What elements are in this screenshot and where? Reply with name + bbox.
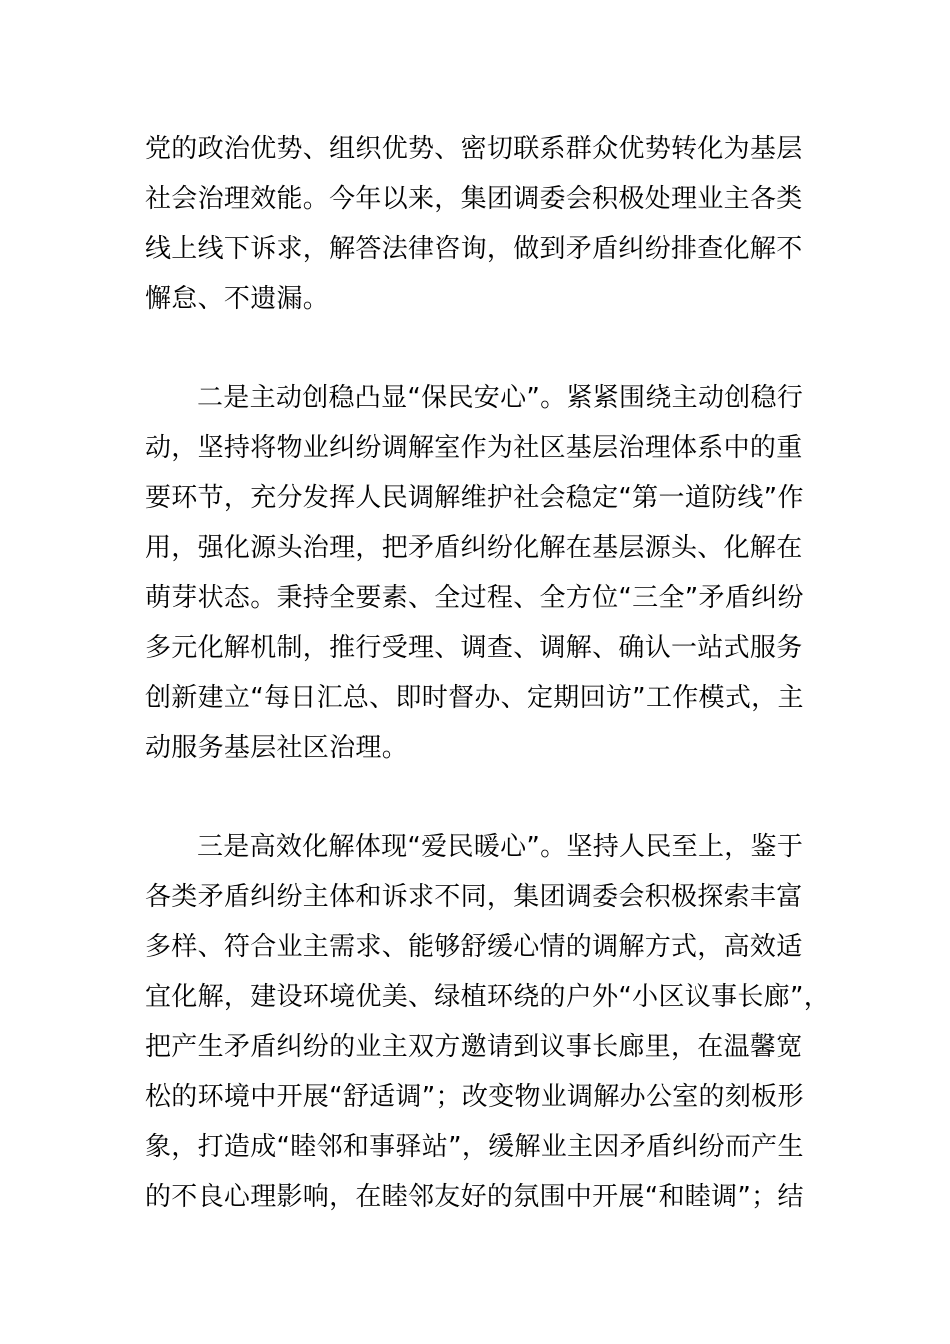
paragraph-2-line-8: 动服务基层社区治理。 bbox=[145, 733, 409, 763]
paragraph-2-line-4: 用，强化源头治理，把矛盾纠纷化解在基层源头、化解在 bbox=[145, 533, 803, 563]
paragraph-3-line-7: 象，打造成“睦邻和事驿站”，缓解业主因矛盾纠纷而产生 bbox=[145, 1132, 804, 1162]
paragraph-3-line-3: 多样、符合业主需求、能够舒缓心情的调解方式，高效适 bbox=[145, 932, 803, 962]
paragraph-2-line-1: 二是主动创稳凸显“保民安心”。紧紧围绕主动创稳行 bbox=[197, 383, 804, 413]
paragraph-3-line-5: 把产生矛盾纠纷的业主双方邀请到议事长廊里，在温馨宽 bbox=[145, 1032, 803, 1062]
paragraph-1-line-4: 懈怠、不遗漏。 bbox=[145, 284, 330, 314]
paragraph-2-line-5: 萌芽状态。秉持全要素、全过程、全方位“三全”矛盾纠纷 bbox=[145, 583, 804, 613]
paragraph-2-line-2: 动，坚持将物业纠纷调解室作为社区基层治理体系中的重 bbox=[145, 433, 803, 463]
paragraph-3-line-2: 各类矛盾纠纷主体和诉求不同，集团调委会积极探索丰富 bbox=[145, 882, 803, 912]
paragraph-2-line-6: 多元化解机制，推行受理、调查、调解、确认一站式服务 bbox=[145, 633, 803, 663]
paragraph-3-line-6: 松的环境中开展“舒适调”；改变物业调解办公室的刻板形 bbox=[145, 1082, 804, 1112]
paragraph-1-line-3: 线上线下诉求，解答法律咨询，做到矛盾纠纷排查化解不 bbox=[145, 234, 803, 264]
paragraph-3-line-8: 的不良心理影响，在睦邻友好的氛围中开展“和睦调”；结 bbox=[145, 1182, 804, 1212]
paragraph-2-line-7: 创新建立“每日汇总、即时督办、定期回访”工作模式，主 bbox=[145, 683, 804, 713]
paragraph-3-line-1: 三是高效化解体现“爱民暖心”。坚持人民至上，鉴于 bbox=[197, 832, 804, 862]
paragraph-2-line-3: 要环节，充分发挥人民调解维护社会稳定“第一道防线”作 bbox=[145, 483, 804, 513]
paragraph-3-line-4: 宜化解，建设环境优美、绿植环绕的户外“小区议事长廊”， bbox=[145, 982, 831, 1012]
paragraph-1-line-1: 党的政治优势、组织优势、密切联系群众优势转化为基层 bbox=[145, 134, 803, 164]
paragraph-1-line-2: 社会治理效能。今年以来，集团调委会积极处理业主各类 bbox=[145, 184, 803, 214]
